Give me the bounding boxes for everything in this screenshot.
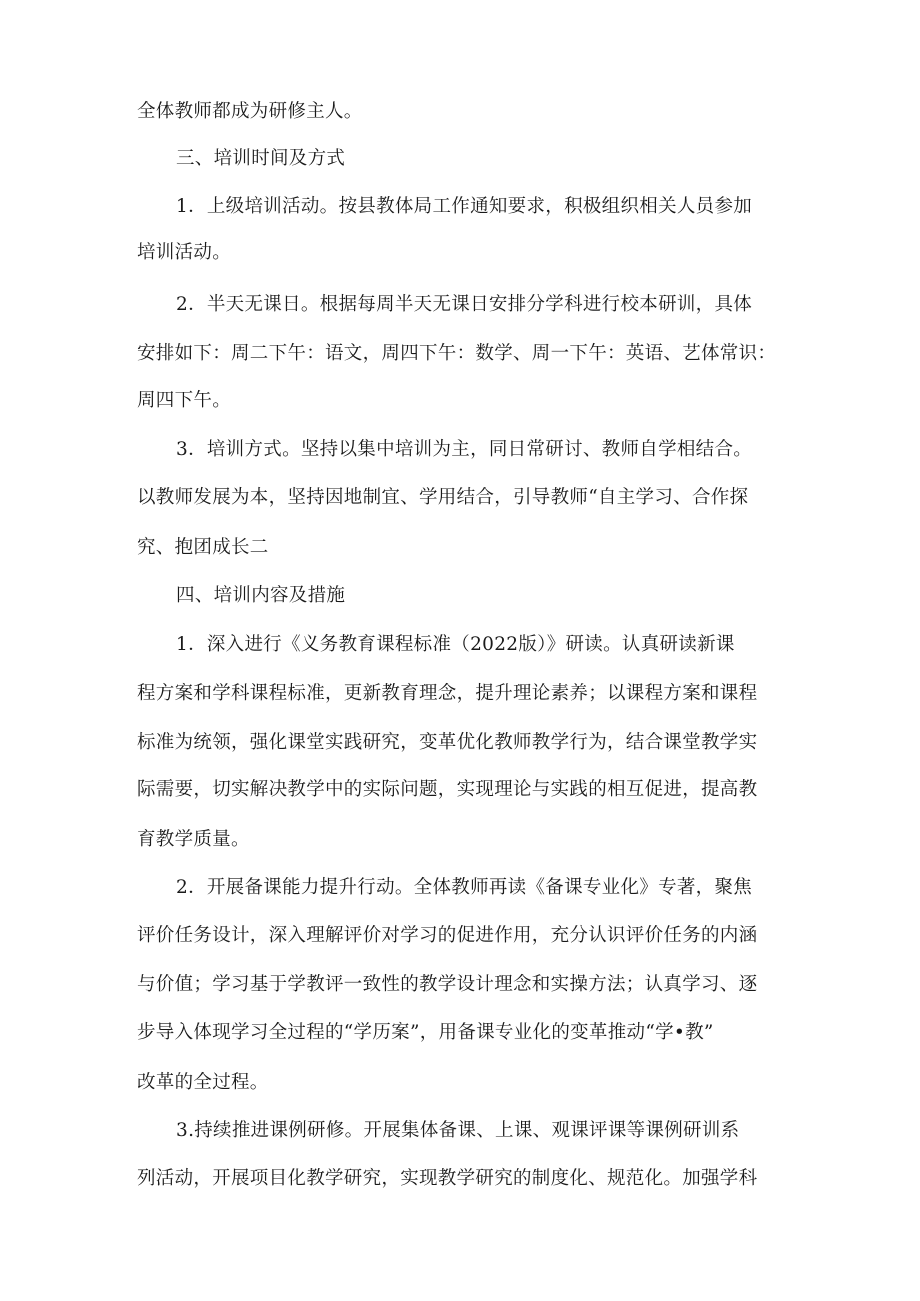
- text-line-14: 标准为统领，强化课堂实践研究，变革优化教师教学行为，结合课堂教学实: [137, 732, 758, 753]
- text-line-7: 周四下午。: [137, 390, 232, 411]
- text-line-17: 2．开展备课能力提升行动。全体教师再读《备课专业化》专著，聚焦: [176, 877, 753, 898]
- text-line-4: 培训活动。: [137, 242, 232, 263]
- text-line-19: 与价值；学习基于学教评一致性的教学设计理念和实操方法；认真学习、逐: [137, 974, 758, 995]
- text-line-10: 究、抱团成长二: [137, 537, 269, 558]
- text-line-20: 步导入体现学习全过程的“学历案”，用备课专业化的变革推动“学•教”: [137, 1022, 714, 1043]
- text-line-9: 以教师发展为本，坚持因地制宜、学用结合，引导教师“自主学习、合作探: [137, 487, 749, 508]
- text-line-18: 评价任务设计，深入理解评价对学习的促进作用，充分认识评价任务的内涵: [137, 925, 758, 946]
- text-line-8: 3．培训方式。坚持以集中培训为主，同日常研讨、教师自学相结合。: [176, 439, 753, 460]
- text-line-23: 列活动，开展项目化教学研究，实现教学研究的制度化、规范化。加强学科: [137, 1168, 758, 1189]
- text-line-1: 全体教师都成为研修主人。: [137, 101, 363, 122]
- text-line-6: 安排如下：周二下午：语文，周四下午：数学、周一下午：英语、艺体常识：: [137, 343, 777, 364]
- text-line-15: 际需要，切实解决教学中的实际问题，实现理论与实践的相互促进，提高教: [137, 779, 758, 800]
- text-line-21: 改革的全过程。: [137, 1072, 269, 1093]
- text-line-5: 2．半天无课日。根据每周半天无课日安排分学科进行校本研训，具体: [176, 294, 753, 315]
- text-line-3: 1．上级培训活动。按县教体局工作通知要求，积极组织相关人员参加: [176, 196, 753, 217]
- text-line-16: 育教学质量。: [137, 829, 250, 850]
- section-heading-3: 三、培训时间及方式: [176, 148, 346, 169]
- section-heading-4: 四、培训内容及措施: [176, 585, 346, 606]
- text-line-22: 3.持续推进课例研修。开展集体备课、上课、观课评课等课例研训系: [176, 1120, 740, 1141]
- text-line-13: 程方案和学科课程标准，更新教育理念，提升理论素养；以课程方案和课程: [137, 683, 758, 704]
- text-line-12: 1．深入进行《义务教育课程标准（2022版）》研读。认真研读新课: [176, 634, 735, 655]
